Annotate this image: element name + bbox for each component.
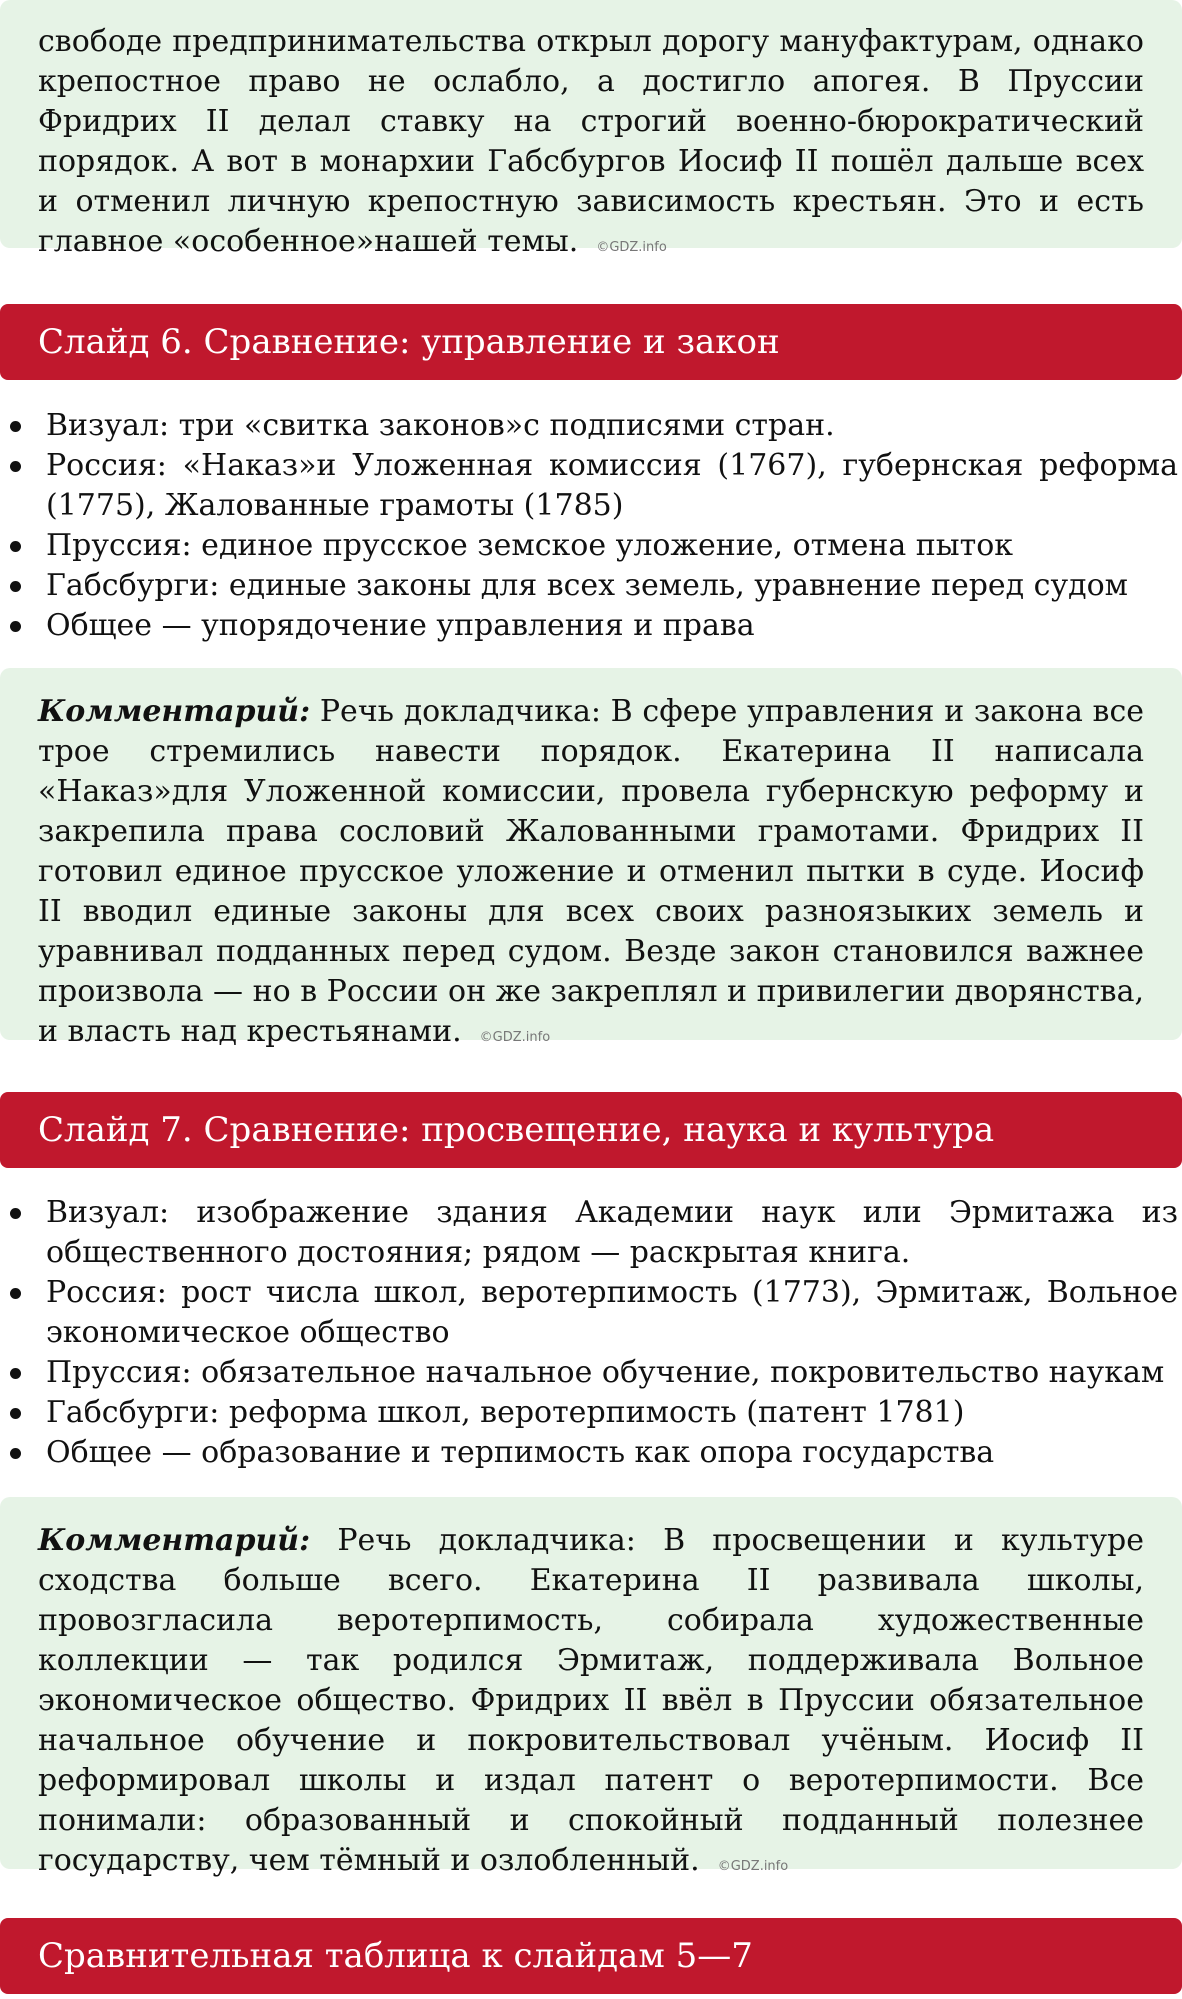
list-item (0, 1393, 1182, 1433)
table-section-title: Сравнительная таблица к слайдам 5—7 (38, 1936, 753, 1976)
intro-comment-box (0, 0, 1182, 259)
list-item-text: Габсбурги: реформа школ, веротерпимость (патент 1781) (46, 1395, 965, 1430)
bullet-icon (10, 1208, 21, 1219)
bullet-icon (10, 1288, 21, 1299)
slide6-comment-text: Речь докладчика: В сфере управления и закона все трое стремились навести порядок. Екатерина II написала «Наказ»для Уложенной комиссии, провела губернскую реформу и закрепила права сословий Жалованными грамотами. Фридрих II готовил единое прусское уложение и отменил пытки в суде. Иосиф II вводил единые законы для всех своих разноязыких земель и уравнивал подданных перед судом. Везде закон становился важнее произвола — но в России он же закреплял и привилегии дворянства, и власть над крестьянами. (38, 694, 1144, 1049)
slide7-header (0, 1092, 1182, 1168)
slide7-bullet-list (0, 1193, 1182, 1473)
list-item-text: Россия: «Наказ»и Уложенная комиссия (1767), губернская реформа (1775), Жалованные грамоты (1785) (46, 448, 1178, 523)
comment-label: Комментарий: (38, 1523, 311, 1558)
bullet-icon (10, 461, 21, 472)
list-item (0, 1193, 1182, 1273)
bullet-icon (10, 581, 21, 592)
list-item (0, 526, 1182, 566)
gdz-watermark-mark: ©GDZ.info (717, 1859, 789, 1874)
gdz-watermark-mark: ©GDZ.info (479, 1030, 551, 1045)
list-item-text: Общее — упорядочение управления и права (46, 608, 755, 643)
list-item (0, 606, 1182, 646)
list-item (0, 1433, 1182, 1473)
slide7-comment-paragraph (38, 1521, 1144, 1887)
list-item-text: Россия: рост числа школ, веротерпимость (1773), Эрмитаж, Вольное экономическое общество (46, 1275, 1178, 1350)
intro-comment-text: свободе предпринимательства открыл дорогу мануфактурам, однако крепостное право не ослабло, а достигло апогея. В Пруссии Фридрих II делал ставку на строгий военно-бюрократический порядок. А вот в монархии Габсбургов Иосиф II пошёл дальше всех и отменил личную крепостную зависимость крестьян. Это и есть главное «особенное»нашей темы. (38, 24, 1144, 259)
list-item (0, 406, 1182, 446)
list-item-text: Габсбурги: единые законы для всех земель, уравнение перед судом (46, 568, 1128, 603)
slide7-comment-text: Речь докладчика: В просвещении и культуре сходства больше всего. Екатерина II развивала школы, провозгласила веротерпимость, собирала художественные коллекции — так родился Эрмитаж, поддерживала Вольное экономическое общество. Фридрих II ввёл в Пруссии обязательное начальное обучение и покровительствовал учёным. Иосиф II реформировал школы и издал патент о веротерпимости. Все понимали: образованный и спокойный подданный полезнее государству, чем тёмный и озлобленный. (38, 1523, 1144, 1878)
slide7-title: Слайд 7. Сравнение: просвещение, наука и культура (38, 1110, 995, 1150)
bullet-icon (10, 621, 21, 632)
bullet-icon (10, 541, 21, 552)
list-item (0, 1353, 1182, 1393)
list-item-text: Пруссия: единое прусское земское уложение, отмена пыток (46, 528, 1014, 563)
list-item-text: Общее — образование и терпимость как опора государства (46, 1435, 995, 1470)
bullet-icon (10, 1448, 21, 1459)
list-item-text: Визуал: изображение здания Академии наук или Эрмитажа из общественного достояния; рядом — раскрытая книга. (46, 1195, 1178, 1270)
list-item (0, 1273, 1182, 1353)
slide6-bullet-list (0, 406, 1182, 646)
table-section-header (0, 1918, 1182, 1994)
slide6-comment-paragraph (38, 692, 1144, 1058)
slide6-comment-box (0, 668, 1182, 1049)
bullet-icon (10, 1368, 21, 1379)
slide7-comment-box (0, 1497, 1182, 1878)
bullet-icon (10, 1408, 21, 1419)
list-item-text: Пруссия: обязательное начальное обучение, покровительство наукам (46, 1355, 1165, 1390)
list-item (0, 566, 1182, 606)
list-item (0, 446, 1182, 526)
gdz-watermark-mark: ©GDZ.info (596, 240, 667, 255)
comment-label: Комментарий: (38, 694, 311, 729)
slide6-header (0, 304, 1182, 380)
bullet-icon (10, 421, 21, 432)
list-item-text: Визуал: три «свитка законов»с подписями стран. (46, 408, 835, 443)
slide6-title: Слайд 6. Сравнение: управление и закон (38, 322, 780, 362)
intro-comment-paragraph (38, 22, 1144, 268)
